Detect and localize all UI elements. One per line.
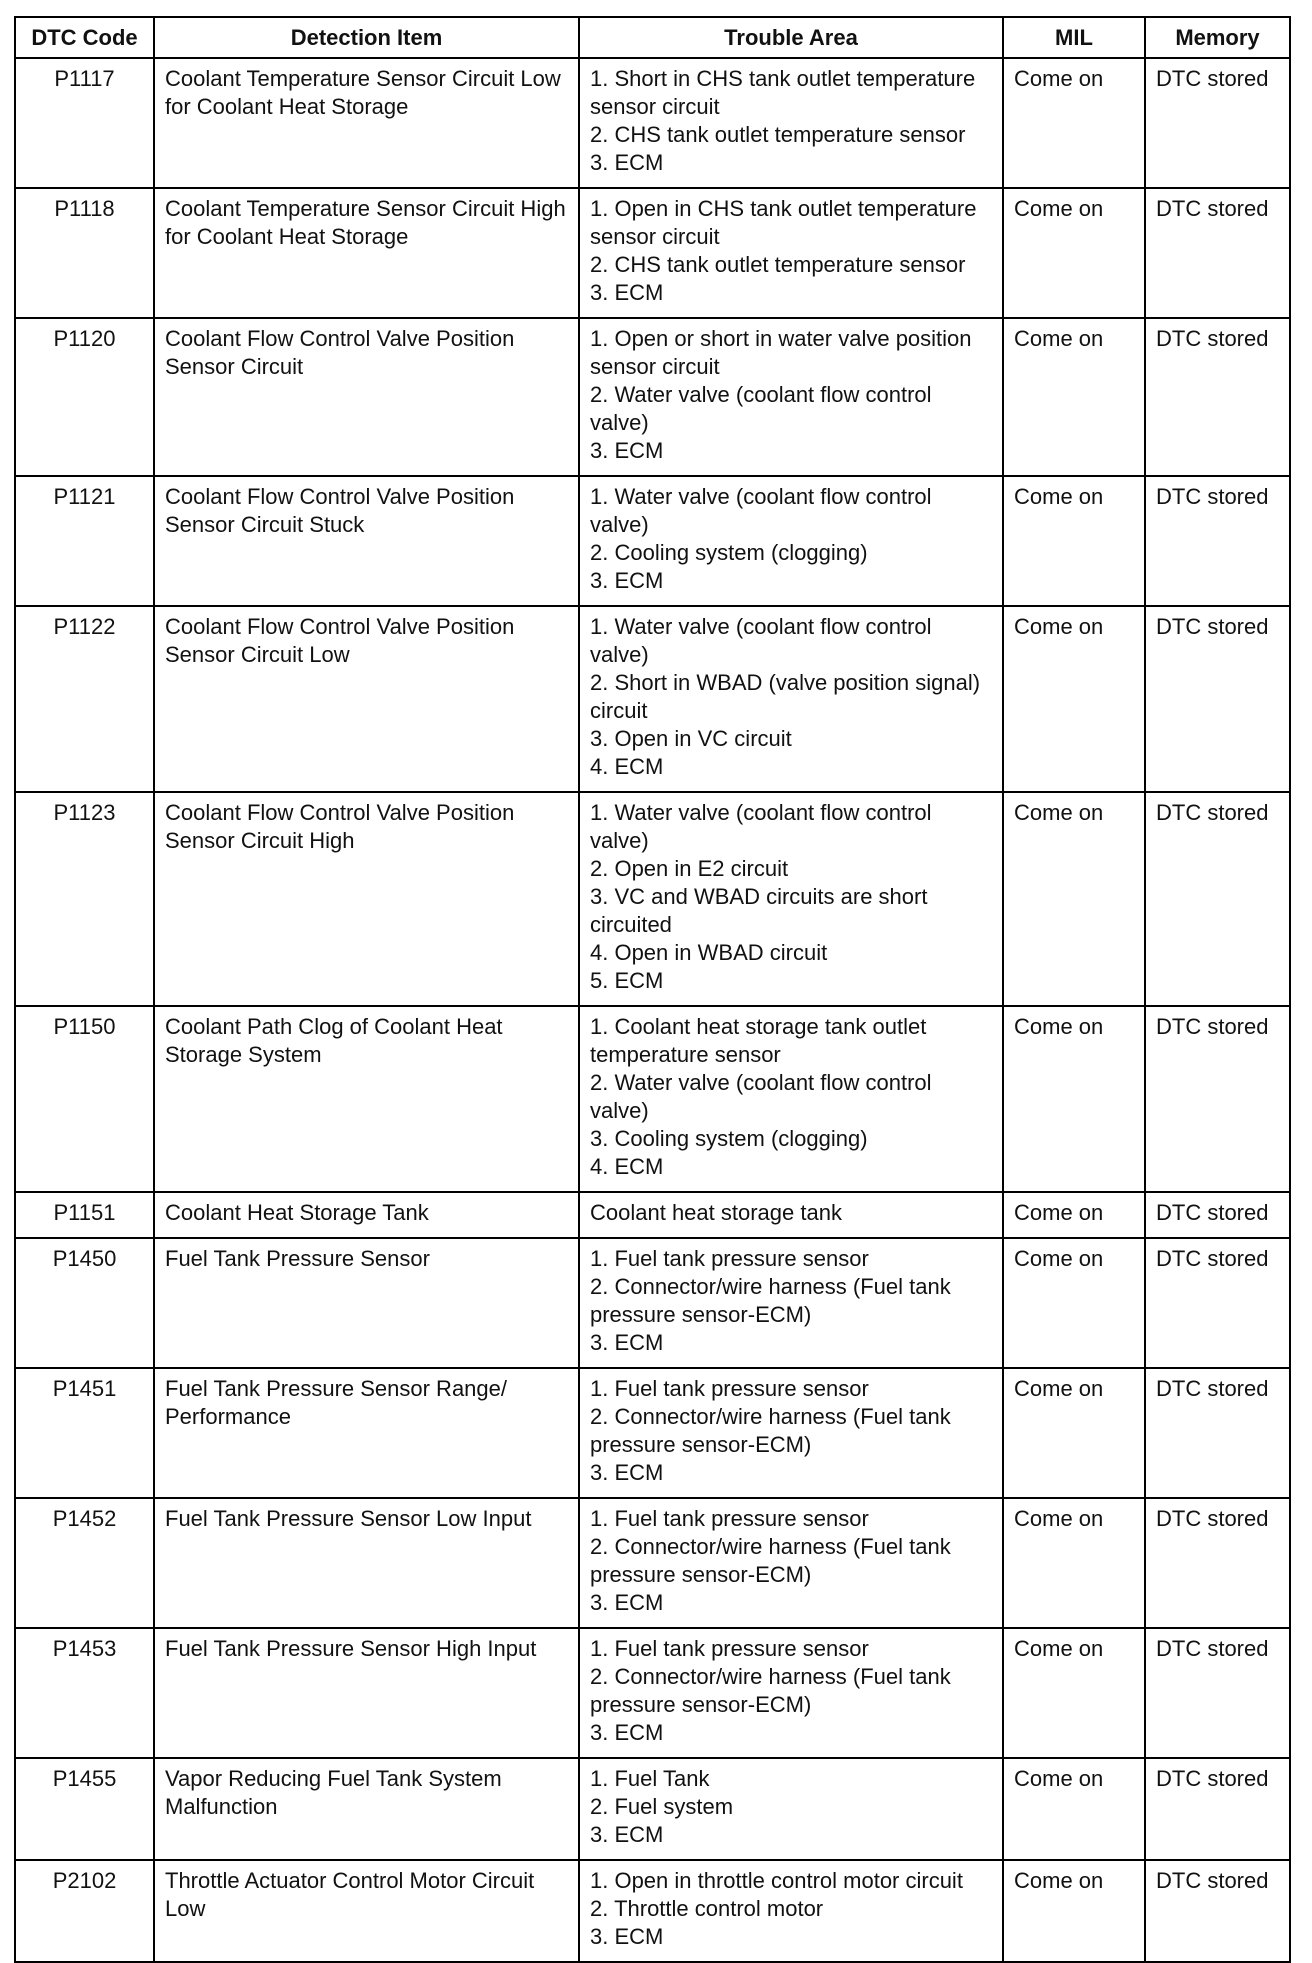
mil-cell: Come on (1003, 1368, 1145, 1498)
trouble-area-line: 3. Open in VC circuit (590, 726, 792, 751)
memory-cell: DTC stored (1145, 792, 1290, 1006)
header-detection-item: Detection Item (154, 17, 579, 58)
table-row (15, 1758, 1290, 1860)
trouble-area-line: 2. Fuel system (590, 1794, 734, 1819)
trouble-area-line: 3. ECM (590, 1924, 664, 1949)
trouble-area-line: 2. Throttle control motor (590, 1896, 824, 1921)
trouble-area-line: 2. Cooling system (clogging) (590, 540, 868, 565)
dtc-table-head (15, 17, 1290, 58)
detection-item-cell: Coolant Flow Control Valve Position Sensor Circuit (154, 318, 579, 476)
detection-item-cell: Coolant Heat Storage Tank (154, 1192, 579, 1238)
trouble-area-cell (579, 476, 1003, 606)
trouble-area-cell (579, 318, 1003, 476)
mil-cell: Come on (1003, 318, 1145, 476)
memory-cell: DTC stored (1145, 188, 1290, 318)
mil-cell: Come on (1003, 58, 1145, 188)
table-row (15, 606, 1290, 792)
trouble-area-cell (579, 792, 1003, 1006)
mil-cell: Come on (1003, 1192, 1145, 1238)
trouble-area-line: 1. Fuel Tank (590, 1766, 710, 1791)
dtc-code-cell: P1123 (15, 792, 154, 1006)
table-row (15, 476, 1290, 606)
mil-cell: Come on (1003, 792, 1145, 1006)
memory-cell: DTC stored (1145, 1860, 1290, 1962)
memory-cell: DTC stored (1145, 1368, 1290, 1498)
detection-item-cell: Coolant Flow Control Valve Position Sensor Circuit Low (154, 606, 579, 792)
trouble-area-line: 1. Coolant heat storage tank outlet temperature sensor (590, 1014, 927, 1067)
table-row (15, 188, 1290, 318)
table-row (15, 1498, 1290, 1628)
trouble-area-cell (579, 188, 1003, 318)
trouble-area-line: 2. Connector/wire harness (Fuel tank pressure sensor-ECM) (590, 1274, 951, 1327)
trouble-area-line: 1. Water valve (coolant flow control valve) (590, 484, 932, 537)
table-row (15, 1628, 1290, 1758)
trouble-area-line: 3. ECM (590, 150, 664, 175)
trouble-area-line: 2. Water valve (coolant flow control valve) (590, 382, 932, 435)
mil-cell: Come on (1003, 1238, 1145, 1368)
dtc-table (14, 16, 1291, 1963)
memory-cell: DTC stored (1145, 1628, 1290, 1758)
detection-item-cell: Fuel Tank Pressure Sensor (154, 1238, 579, 1368)
memory-cell: DTC stored (1145, 318, 1290, 476)
mil-cell: Come on (1003, 1758, 1145, 1860)
mil-cell: Come on (1003, 1628, 1145, 1758)
dtc-code-cell: P1451 (15, 1368, 154, 1498)
trouble-area-line: 1. Fuel tank pressure sensor (590, 1376, 869, 1401)
mil-cell: Come on (1003, 1498, 1145, 1628)
trouble-area-cell (579, 1238, 1003, 1368)
dtc-code-cell: P1151 (15, 1192, 154, 1238)
detection-item-cell: Fuel Tank Pressure Sensor Range/ Performance (154, 1368, 579, 1498)
dtc-code-cell: P2102 (15, 1860, 154, 1962)
memory-cell: DTC stored (1145, 58, 1290, 188)
trouble-area-line: Coolant heat storage tank (590, 1200, 842, 1225)
header-memory: Memory (1145, 17, 1290, 58)
table-row (15, 792, 1290, 1006)
trouble-area-line: 3. Cooling system (clogging) (590, 1126, 868, 1151)
table-row (15, 1860, 1290, 1962)
table-row (15, 1006, 1290, 1192)
trouble-area-line: 3. ECM (590, 1330, 664, 1355)
trouble-area-line: 2. Short in WBAD (valve position signal) circuit (590, 670, 981, 723)
trouble-area-line: 1. Open in throttle control motor circuit (590, 1868, 963, 1893)
table-row (15, 318, 1290, 476)
dtc-code-cell: P1120 (15, 318, 154, 476)
trouble-area-line: 3. ECM (590, 280, 664, 305)
dtc-code-cell: P1118 (15, 188, 154, 318)
detection-item-cell: Coolant Path Clog of Coolant Heat Storage System (154, 1006, 579, 1192)
trouble-area-line: 3. ECM (590, 568, 664, 593)
memory-cell: DTC stored (1145, 1006, 1290, 1192)
trouble-area-cell (579, 1006, 1003, 1192)
table-row (15, 1192, 1290, 1238)
trouble-area-line: 1. Short in CHS tank outlet temperature sensor circuit (590, 66, 976, 119)
trouble-area-line: 1. Fuel tank pressure sensor (590, 1506, 869, 1531)
detection-item-cell: Fuel Tank Pressure Sensor High Input (154, 1628, 579, 1758)
trouble-area-line: 4. Open in WBAD circuit (590, 940, 828, 965)
mil-cell: Come on (1003, 1006, 1145, 1192)
table-row (15, 1238, 1290, 1368)
dtc-code-cell: P1117 (15, 58, 154, 188)
detection-item-cell: Throttle Actuator Control Motor Circuit Low (154, 1860, 579, 1962)
detection-item-cell: Coolant Flow Control Valve Position Sensor Circuit Stuck (154, 476, 579, 606)
trouble-area-line: 1. Water valve (coolant flow control valve) (590, 614, 932, 667)
memory-cell: DTC stored (1145, 1758, 1290, 1860)
trouble-area-line: 1. Fuel tank pressure sensor (590, 1636, 869, 1661)
header-row (15, 17, 1290, 58)
trouble-area-line: 2. CHS tank outlet temperature sensor (590, 252, 966, 277)
trouble-area-line: 3. ECM (590, 1720, 664, 1745)
detection-item-cell: Coolant Temperature Sensor Circuit Low for Coolant Heat Storage (154, 58, 579, 188)
trouble-area-line: 5. ECM (590, 968, 664, 993)
trouble-area-line: 4. ECM (590, 754, 664, 779)
mil-cell: Come on (1003, 606, 1145, 792)
mil-cell: Come on (1003, 1860, 1145, 1962)
dtc-code-cell: P1122 (15, 606, 154, 792)
memory-cell: DTC stored (1145, 1192, 1290, 1238)
trouble-area-cell (579, 1192, 1003, 1238)
trouble-area-line: 3. VC and WBAD circuits are short circuited (590, 884, 928, 937)
trouble-area-line: 1. Open in CHS tank outlet temperature sensor circuit (590, 196, 977, 249)
dtc-table-body (15, 58, 1290, 1962)
trouble-area-line: 2. Connector/wire harness (Fuel tank pressure sensor-ECM) (590, 1534, 951, 1587)
trouble-area-cell (579, 1758, 1003, 1860)
detection-item-cell: Vapor Reducing Fuel Tank System Malfunction (154, 1758, 579, 1860)
trouble-area-line: 4. ECM (590, 1154, 664, 1179)
trouble-area-cell (579, 606, 1003, 792)
trouble-area-cell (579, 1628, 1003, 1758)
table-row (15, 1368, 1290, 1498)
dtc-code-cell: P1453 (15, 1628, 154, 1758)
trouble-area-line: 3. ECM (590, 438, 664, 463)
trouble-area-line: 3. ECM (590, 1590, 664, 1615)
trouble-area-line: 2. Open in E2 circuit (590, 856, 789, 881)
trouble-area-line: 3. ECM (590, 1822, 664, 1847)
header-dtc-code: DTC Code (15, 17, 154, 58)
dtc-code-cell: P1455 (15, 1758, 154, 1860)
memory-cell: DTC stored (1145, 1498, 1290, 1628)
trouble-area-cell (579, 1860, 1003, 1962)
mil-cell: Come on (1003, 476, 1145, 606)
trouble-area-line: 2. Water valve (coolant flow control valve) (590, 1070, 932, 1123)
memory-cell: DTC stored (1145, 606, 1290, 792)
dtc-code-cell: P1450 (15, 1238, 154, 1368)
dtc-code-cell: P1452 (15, 1498, 154, 1628)
dtc-code-cell: P1121 (15, 476, 154, 606)
memory-cell: DTC stored (1145, 1238, 1290, 1368)
trouble-area-cell (579, 1498, 1003, 1628)
header-trouble-area: Trouble Area (579, 17, 1003, 58)
trouble-area-line: 2. Connector/wire harness (Fuel tank pressure sensor-ECM) (590, 1404, 951, 1457)
dtc-code-cell: P1150 (15, 1006, 154, 1192)
trouble-area-cell (579, 58, 1003, 188)
trouble-area-line: 1. Fuel tank pressure sensor (590, 1246, 869, 1271)
mil-cell: Come on (1003, 188, 1145, 318)
detection-item-cell: Fuel Tank Pressure Sensor Low Input (154, 1498, 579, 1628)
trouble-area-line: 1. Open or short in water valve position sensor circuit (590, 326, 972, 379)
trouble-area-line: 2. CHS tank outlet temperature sensor (590, 122, 966, 147)
memory-cell: DTC stored (1145, 476, 1290, 606)
detection-item-cell: Coolant Flow Control Valve Position Sensor Circuit High (154, 792, 579, 1006)
table-row (15, 58, 1290, 188)
header-mil: MIL (1003, 17, 1145, 58)
trouble-area-line: 1. Water valve (coolant flow control valve) (590, 800, 932, 853)
trouble-area-cell (579, 1368, 1003, 1498)
detection-item-cell: Coolant Temperature Sensor Circuit High for Coolant Heat Storage (154, 188, 579, 318)
trouble-area-line: 2. Connector/wire harness (Fuel tank pressure sensor-ECM) (590, 1664, 951, 1717)
trouble-area-line: 3. ECM (590, 1460, 664, 1485)
